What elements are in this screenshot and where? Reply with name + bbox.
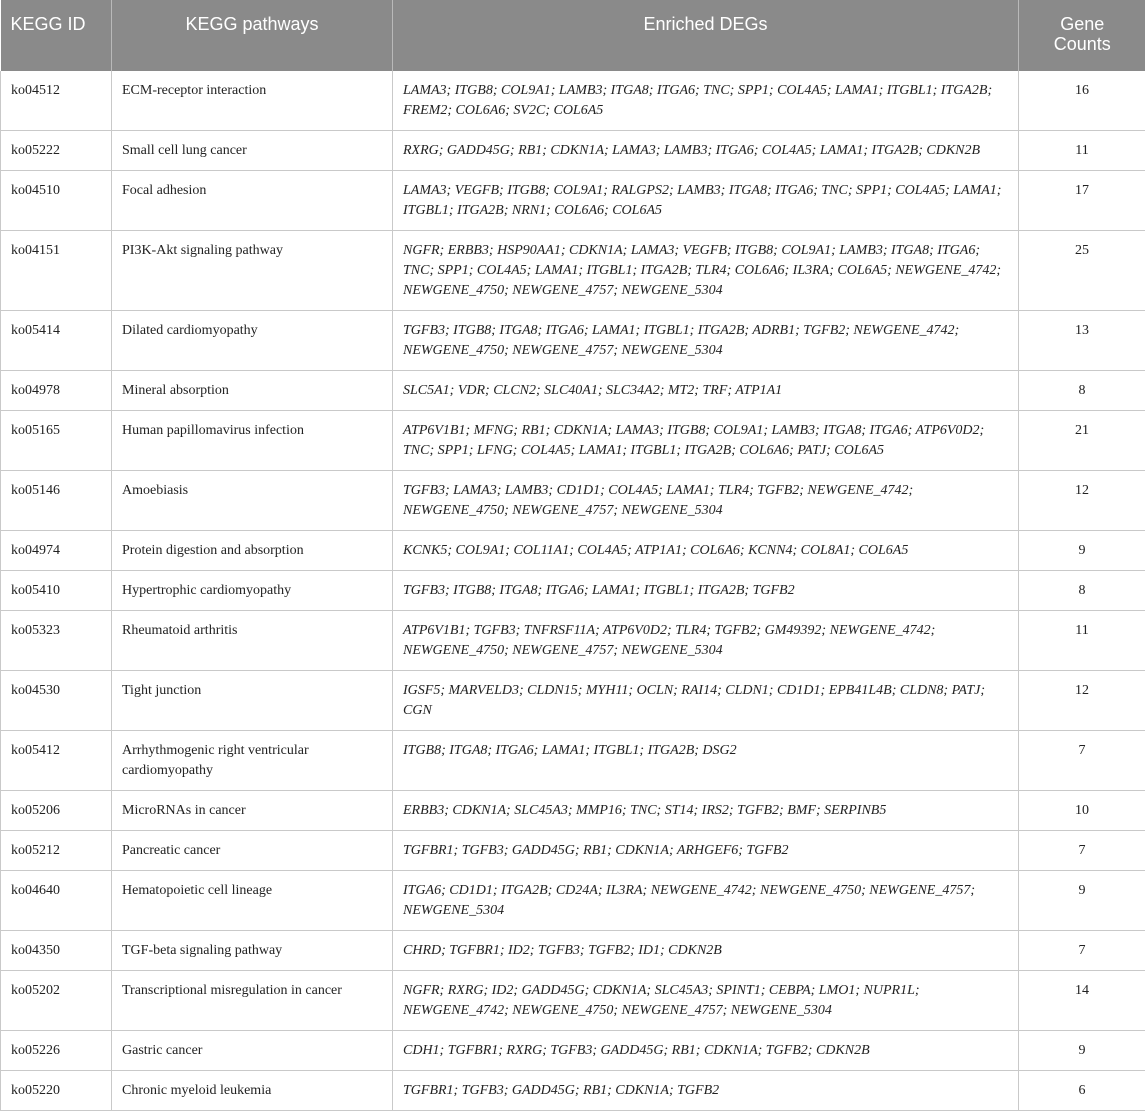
enriched-degs-cell: CHRD; TGFBR1; ID2; TGFB3; TGFB2; ID1; CDKN2B xyxy=(393,931,1019,971)
enriched-degs-cell: LAMA3; VEGFB; ITGB8; COL9A1; RALGPS2; LAMB3; ITGA8; ITGA6; TNC; SPP1; COL4A5; LAMA1; ITGBL1; ITGA2B; NRN1; COL6A6; COL6A5 xyxy=(393,171,1019,231)
table-row xyxy=(1,411,1145,471)
enriched-degs-cell: ITGA6; CD1D1; ITGA2B; CD24A; IL3RA; NEWGENE_4742; NEWGENE_4750; NEWGENE_4757; NEWGENE_5304 xyxy=(393,871,1019,931)
enriched-degs-cell: TGFBR1; TGFB3; GADD45G; RB1; CDKN1A; ARHGEF6; TGFB2 xyxy=(393,831,1019,871)
enriched-degs-cell: TGFB3; ITGB8; ITGA8; ITGA6; LAMA1; ITGBL1; ITGA2B; ADRB1; TGFB2; NEWGENE_4742; NEWGENE_4750; NEWGENE_4757; NEWGENE_5304 xyxy=(393,311,1019,371)
enriched-degs-cell: SLC5A1; VDR; CLCN2; SLC40A1; SLC34A2; MT2; TRF; ATP1A1 xyxy=(393,371,1019,411)
table-row xyxy=(1,971,1145,1031)
pathway-name-cell: TGF-beta signaling pathway xyxy=(112,931,393,971)
gene-count-cell: 13 xyxy=(1019,311,1145,371)
pathway-name-cell: Arrhythmogenic right ventricular cardiomyopathy xyxy=(112,731,393,791)
gene-count-cell: 9 xyxy=(1019,1031,1145,1071)
enriched-degs-cell: LAMA3; ITGB8; COL9A1; LAMB3; ITGA8; ITGA6; TNC; SPP1; COL4A5; LAMA1; ITGBL1; ITGA2B; FREM2; COL6A6; SV2C; COL6A5 xyxy=(393,71,1019,131)
table-header xyxy=(1,0,1145,71)
header-gene-counts-line1: Gene xyxy=(1060,14,1104,34)
pathway-name-cell: Rheumatoid arthritis xyxy=(112,611,393,671)
table-row xyxy=(1,231,1145,311)
table-row xyxy=(1,1031,1145,1071)
kegg-id-cell: ko05165 xyxy=(1,411,112,471)
kegg-id-cell: ko05226 xyxy=(1,1031,112,1071)
gene-count-cell: 7 xyxy=(1019,831,1145,871)
enriched-degs-cell: TGFB3; ITGB8; ITGA8; ITGA6; LAMA1; ITGBL1; ITGA2B; TGFB2 xyxy=(393,571,1019,611)
table-row xyxy=(1,131,1145,171)
kegg-id-cell: ko05202 xyxy=(1,971,112,1031)
pathway-name-cell: Mineral absorption xyxy=(112,371,393,411)
gene-count-cell: 8 xyxy=(1019,571,1145,611)
gene-count-cell: 16 xyxy=(1019,71,1145,131)
table-row xyxy=(1,311,1145,371)
gene-count-cell: 21 xyxy=(1019,411,1145,471)
gene-count-cell: 9 xyxy=(1019,531,1145,571)
table-row xyxy=(1,571,1145,611)
kegg-id-cell: ko05412 xyxy=(1,731,112,791)
enriched-degs-cell: ATP6V1B1; TGFB3; TNFRSF11A; ATP6V0D2; TLR4; TGFB2; GM49392; NEWGENE_4742; NEWGENE_4750; NEWGENE_4757; NEWGENE_5304 xyxy=(393,611,1019,671)
pathway-name-cell: ECM-receptor interaction xyxy=(112,71,393,131)
kegg-id-cell: ko05222 xyxy=(1,131,112,171)
enriched-degs-cell: ERBB3; CDKN1A; SLC45A3; MMP16; TNC; ST14; IRS2; TGFB2; BMF; SERPINB5 xyxy=(393,791,1019,831)
kegg-id-cell: ko04974 xyxy=(1,531,112,571)
kegg-id-cell: ko04640 xyxy=(1,871,112,931)
pathway-name-cell: Dilated cardiomyopathy xyxy=(112,311,393,371)
header-enriched-degs: Enriched DEGs xyxy=(393,0,1019,71)
table-row xyxy=(1,671,1145,731)
table-row xyxy=(1,471,1145,531)
gene-count-cell: 8 xyxy=(1019,371,1145,411)
kegg-id-cell: ko04510 xyxy=(1,171,112,231)
table-row xyxy=(1,71,1145,131)
header-kegg-pathways: KEGG pathways xyxy=(112,0,393,71)
pathway-name-cell: Hematopoietic cell lineage xyxy=(112,871,393,931)
table-row xyxy=(1,731,1145,791)
kegg-id-cell: ko04512 xyxy=(1,71,112,131)
pathway-name-cell: Transcriptional misregulation in cancer xyxy=(112,971,393,1031)
enriched-degs-cell: ATP6V1B1; MFNG; RB1; CDKN1A; LAMA3; ITGB8; COL9A1; LAMB3; ITGA8; ITGA6; ATP6V0D2; TNC; SPP1; LFNG; COL4A5; LAMA1; ITGBL1; ITGA2B; COL6A6; PATJ; COL6A5 xyxy=(393,411,1019,471)
pathway-name-cell: Protein digestion and absorption xyxy=(112,531,393,571)
enriched-degs-cell: NGFR; ERBB3; HSP90AA1; CDKN1A; LAMA3; VEGFB; ITGB8; COL9A1; LAMB3; ITGA8; ITGA6; TNC; SPP1; COL4A5; LAMA1; ITGBL1; ITGA2B; TLR4; COL6A6; IL3RA; COL6A5; NEWGENE_4742; NEWGENE_4750; NEWGENE_4757; NEWGENE_5304 xyxy=(393,231,1019,311)
enriched-degs-cell: IGSF5; MARVELD3; CLDN15; MYH11; OCLN; RAI14; CLDN1; CD1D1; EPB41L4B; CLDN8; PATJ; CGN xyxy=(393,671,1019,731)
gene-count-cell: 6 xyxy=(1019,1071,1145,1111)
gene-count-cell: 12 xyxy=(1019,671,1145,731)
gene-count-cell: 9 xyxy=(1019,871,1145,931)
table-row xyxy=(1,871,1145,931)
enriched-degs-cell: KCNK5; COL9A1; COL11A1; COL4A5; ATP1A1; COL6A6; KCNN4; COL8A1; COL6A5 xyxy=(393,531,1019,571)
gene-count-cell: 11 xyxy=(1019,611,1145,671)
pathway-name-cell: MicroRNAs in cancer xyxy=(112,791,393,831)
kegg-id-cell: ko05220 xyxy=(1,1071,112,1111)
pathway-name-cell: Amoebiasis xyxy=(112,471,393,531)
pathway-name-cell: Small cell lung cancer xyxy=(112,131,393,171)
enriched-degs-cell: ITGB8; ITGA8; ITGA6; LAMA1; ITGBL1; ITGA2B; DSG2 xyxy=(393,731,1019,791)
enriched-degs-cell: RXRG; GADD45G; RB1; CDKN1A; LAMA3; LAMB3; ITGA6; COL4A5; LAMA1; ITGA2B; CDKN2B xyxy=(393,131,1019,171)
table-body xyxy=(1,71,1145,1111)
kegg-id-cell: ko05323 xyxy=(1,611,112,671)
kegg-id-cell: ko05146 xyxy=(1,471,112,531)
pathway-name-cell: Tight junction xyxy=(112,671,393,731)
enriched-degs-cell: TGFBR1; TGFB3; GADD45G; RB1; CDKN1A; TGFB2 xyxy=(393,1071,1019,1111)
kegg-id-cell: ko04151 xyxy=(1,231,112,311)
gene-count-cell: 11 xyxy=(1019,131,1145,171)
table-row xyxy=(1,931,1145,971)
table-row xyxy=(1,371,1145,411)
enriched-degs-cell: CDH1; TGFBR1; RXRG; TGFB3; GADD45G; RB1; CDKN1A; TGFB2; CDKN2B xyxy=(393,1031,1019,1071)
table-row xyxy=(1,531,1145,571)
header-gene-counts xyxy=(1019,0,1145,71)
pathway-name-cell: Pancreatic cancer xyxy=(112,831,393,871)
pathway-name-cell: PI3K-Akt signaling pathway xyxy=(112,231,393,311)
gene-count-cell: 14 xyxy=(1019,971,1145,1031)
pathway-name-cell: Chronic myeloid leukemia xyxy=(112,1071,393,1111)
table-row xyxy=(1,1071,1145,1111)
kegg-id-cell: ko05414 xyxy=(1,311,112,371)
table-row xyxy=(1,171,1145,231)
kegg-id-cell: ko05212 xyxy=(1,831,112,871)
kegg-id-cell: ko04350 xyxy=(1,931,112,971)
kegg-id-cell: ko04978 xyxy=(1,371,112,411)
kegg-id-cell: ko05206 xyxy=(1,791,112,831)
pathway-name-cell: Focal adhesion xyxy=(112,171,393,231)
gene-count-cell: 25 xyxy=(1019,231,1145,311)
gene-count-cell: 12 xyxy=(1019,471,1145,531)
table-row xyxy=(1,831,1145,871)
kegg-id-cell: ko05410 xyxy=(1,571,112,611)
gene-count-cell: 7 xyxy=(1019,931,1145,971)
pathway-name-cell: Hypertrophic cardiomyopathy xyxy=(112,571,393,611)
header-row xyxy=(1,0,1145,71)
table-row xyxy=(1,611,1145,671)
enriched-degs-cell: TGFB3; LAMA3; LAMB3; CD1D1; COL4A5; LAMA1; TLR4; TGFB2; NEWGENE_4742; NEWGENE_4750; NEWGENE_4757; NEWGENE_5304 xyxy=(393,471,1019,531)
header-kegg-id: KEGG ID xyxy=(1,0,112,71)
gene-count-cell: 7 xyxy=(1019,731,1145,791)
table-row xyxy=(1,791,1145,831)
enriched-degs-cell: NGFR; RXRG; ID2; GADD45G; CDKN1A; SLC45A3; SPINT1; CEBPA; LMO1; NUPR1L; NEWGENE_4742; NEWGENE_4750; NEWGENE_4757; NEWGENE_5304 xyxy=(393,971,1019,1031)
kegg-id-cell: ko04530 xyxy=(1,671,112,731)
pathway-name-cell: Gastric cancer xyxy=(112,1031,393,1071)
gene-count-cell: 17 xyxy=(1019,171,1145,231)
gene-count-cell: 10 xyxy=(1019,791,1145,831)
header-gene-counts-line2: Counts xyxy=(1054,34,1111,54)
pathway-name-cell: Human papillomavirus infection xyxy=(112,411,393,471)
